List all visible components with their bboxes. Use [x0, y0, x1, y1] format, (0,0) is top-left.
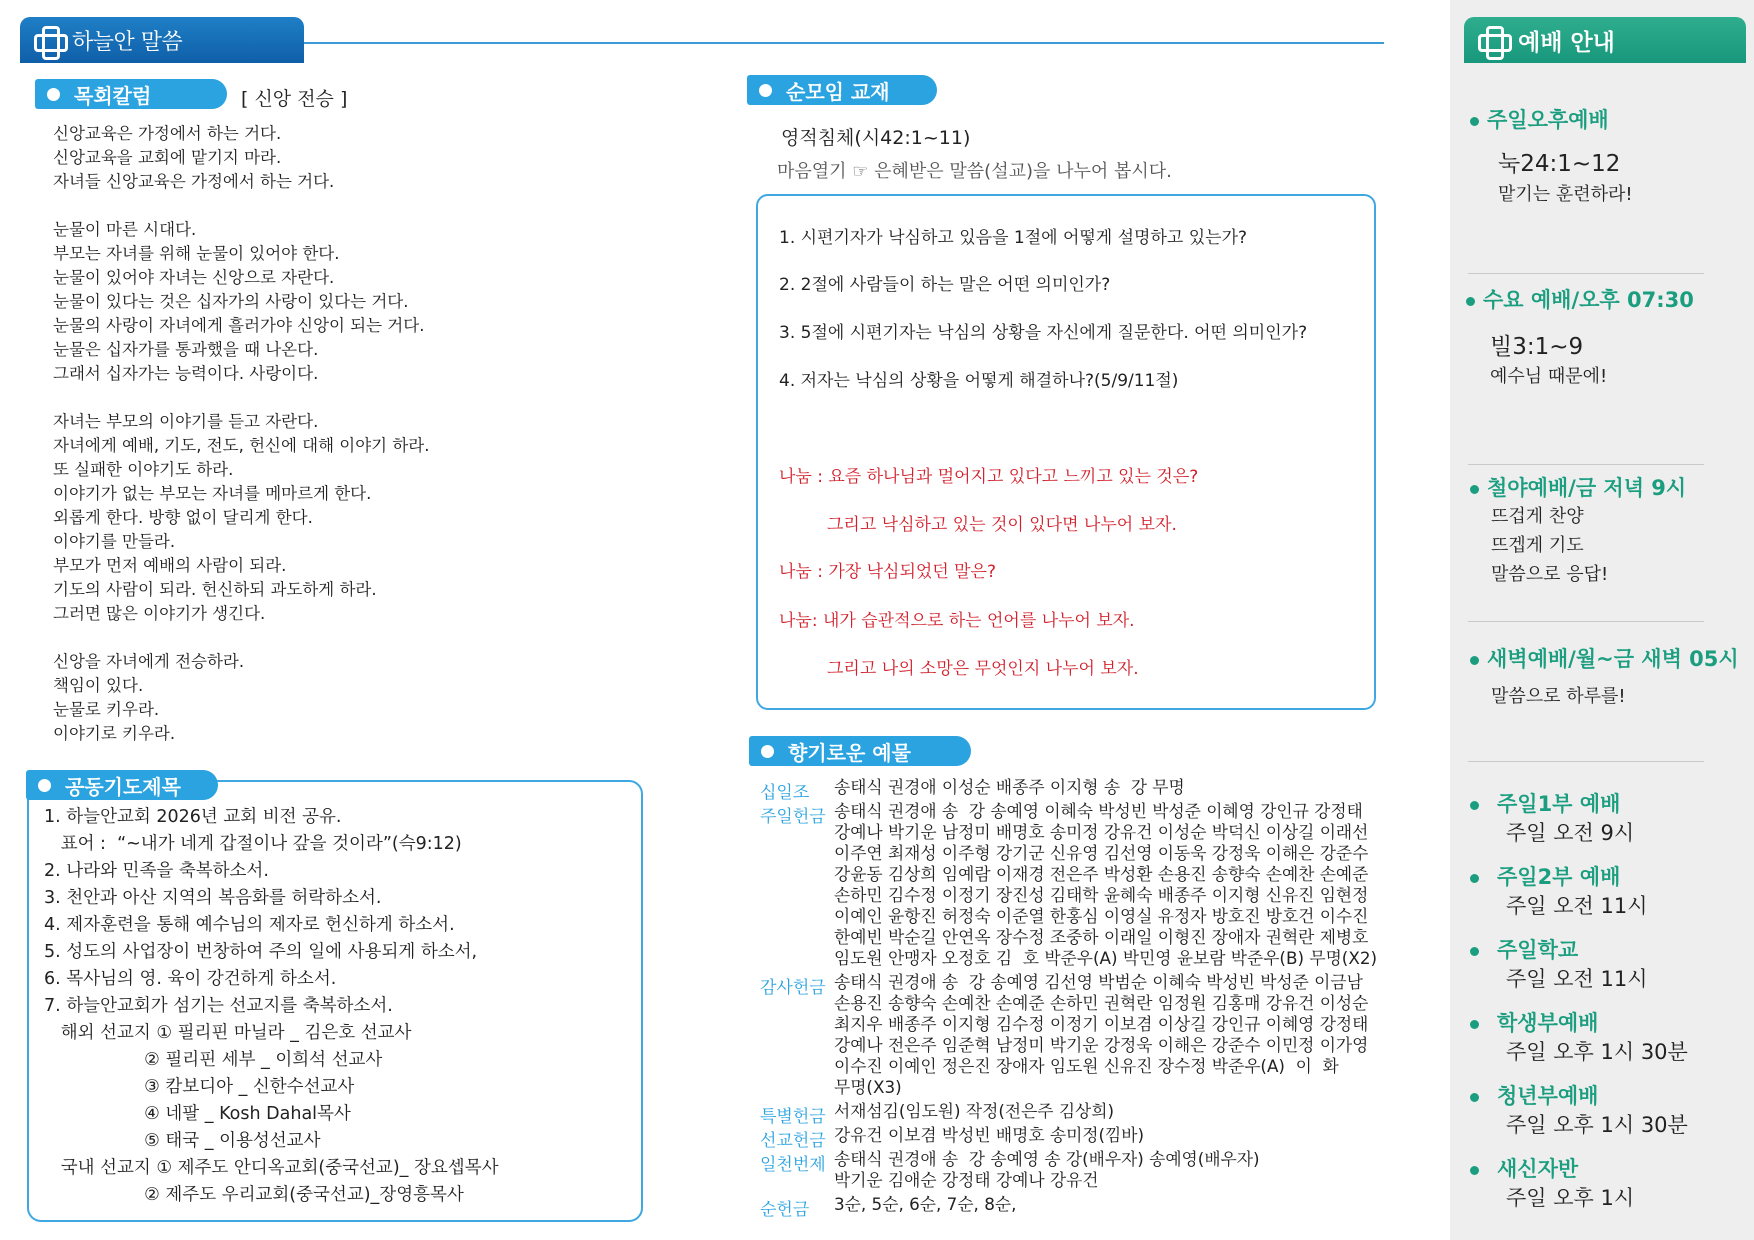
bullet-icon	[1470, 947, 1479, 956]
bullet-icon	[1470, 1093, 1479, 1102]
cross-icon	[1478, 26, 1506, 54]
offering-line: 무명(X3)	[834, 1077, 902, 1097]
offering-line: 최지우 배종주 이지형 김수정 이정기 이보겸 이상길 강인규 이혜영 강정태	[834, 1014, 1369, 1034]
column-line: 눈물의 사랑이 자녀에게 흘러가야 신앙이 되는 거다.	[53, 316, 425, 335]
offering-names	[834, 777, 1185, 798]
study-pill: 순모임 교재	[747, 75, 937, 105]
section-tab-worship	[1464, 17, 1746, 63]
divider	[1468, 273, 1704, 274]
bullet-icon	[1470, 656, 1479, 665]
schedule-title: 새신자반	[1470, 1153, 1578, 1183]
prayer-item: ⑤ 태국 _ 이용성선교사	[44, 1131, 321, 1151]
offering-line: 이수진 이예인 정은진 장애자 임도원 신유진 장수정 박준우(A) 이 화	[834, 1056, 1339, 1076]
worship-dawn-title: 새벽예배/월~금 새벽 05시	[1470, 643, 1739, 673]
offering-label: 일천번제	[760, 1155, 826, 1175]
column-line: 눈물이 있다는 것은 십자가의 사랑이 있다는 거다.	[53, 292, 409, 311]
offering-line: 강유건 이보겸 박성빈 배명호 송미정(낌바)	[834, 1125, 1145, 1145]
column-line: 자녀에게 예배, 기도, 전도, 헌신에 대해 이야기 하라.	[53, 436, 430, 455]
offering-line: 3순, 5순, 6순, 7순, 8순,	[834, 1194, 1017, 1214]
offering-line: 이주연 최재성 이주형 강기군 신유영 김선영 이동욱 강정욱 이해은 강준수	[834, 843, 1369, 863]
offering-label: 주일헌금	[760, 807, 826, 827]
bullet-icon	[1470, 117, 1479, 126]
prayer-item: 6. 목사님의 영. 육이 강건하게 하소서.	[44, 969, 337, 989]
offering-label: 십일조	[760, 783, 810, 803]
offering-line: 강예나 전은주 임준혁 남정미 박기운 강정욱 이해은 강준수 이민정 이가영	[834, 1035, 1369, 1055]
offering-label: 선교헌금	[760, 1131, 826, 1151]
offering-line: 송태식 권경애 이성순 배종주 이지형 송 강 무명	[834, 777, 1185, 797]
prayer-list	[44, 804, 499, 1209]
study-question: 1. 시편기자가 낙심하고 있음을 1절에 어떻게 설명하고 있는가?	[779, 228, 1248, 248]
column-line: 자녀는 부모의 이야기를 듣고 자란다.	[53, 412, 319, 431]
column-line: 그러면 많은 이야기가 생긴다.	[53, 604, 266, 623]
prayer-item: 3. 천안과 아산 지역의 복음화를 허락하소서.	[44, 888, 382, 908]
offering-label: 순헌금	[760, 1200, 810, 1220]
blank-line	[53, 386, 429, 410]
worship-wednesday-text: 예수님 때문에!	[1490, 366, 1608, 387]
prayer-pill: 공동기도제목	[26, 770, 218, 800]
bullet-icon	[1470, 1020, 1479, 1029]
study-sharing: 나눔 : 가장 낙심되었던 말은?	[779, 562, 997, 582]
column-line: 부모가 먼저 예배의 사람이 되라.	[53, 556, 287, 575]
offering-line: 서재섬김(임도원) 작정(전은주 김상희)	[834, 1101, 1115, 1121]
offering-label: 특별헌금	[760, 1107, 826, 1127]
offering-line: 강예나 박기운 남정미 배명호 송미정 강유건 이성순 박덕신 이상길 이래선	[834, 822, 1369, 842]
offering-line: 임도원 안맹자 오정호 김 호 박준우(A) 박민영 윤보람 박준우(B) 무명(X2)	[834, 948, 1378, 968]
study-sharing: 나눔 : 요즘 하나님과 멀어지고 있다고 느끼고 있는 것은?	[779, 467, 1199, 487]
column-line: 그래서 십자가는 능력이다. 사랑이다.	[53, 364, 319, 383]
column-line: 신앙을 자녀에게 전승하라.	[53, 652, 245, 671]
bullet-icon	[1470, 1166, 1479, 1175]
divider	[1468, 761, 1704, 762]
offering-line: 송태식 권경애 송 강 송예영 이혜숙 박성빈 박성준 이혜영 강인규 강정태	[834, 801, 1363, 821]
study-intro: 마음열기 ☞ 은혜받은 말씀(설교)을 나누어 봅시다.	[777, 161, 1172, 182]
divider	[1468, 621, 1704, 622]
worship-wednesday-ref: 빌3:1~9	[1490, 334, 1584, 360]
prayer-item: ④ 네팔 _ Kosh Dahal목사	[44, 1104, 351, 1124]
worship-friday-line: 뜨겝게 기도	[1491, 535, 1584, 556]
prayer-item: ③ 캄보디아 _ 신한수선교사	[44, 1077, 355, 1097]
worship-friday-line: 말씀으로 응답!	[1491, 564, 1609, 585]
bullet-icon	[761, 745, 774, 758]
worship-sunday-pm-ref: 눅24:1~12	[1498, 151, 1621, 177]
column-line: 외롭게 한다. 방향 없이 달리게 한다.	[53, 508, 313, 527]
study-question: 3. 5절에 시편기자는 낙심의 상황을 자신에게 질문한다. 어떤 의미인가?	[779, 323, 1308, 343]
bullet-icon	[759, 84, 772, 97]
column-line: 눈물로 키우라.	[53, 700, 160, 719]
worship-wednesday-title: 수요 예배/오후 07:30	[1466, 284, 1694, 314]
offering-names	[834, 1101, 1114, 1122]
column-line: 눈물이 있어야 자녀는 신앙으로 자란다.	[53, 268, 335, 287]
column-line: 책임이 있다.	[53, 676, 144, 695]
worship-dawn-text: 말씀으로 하루를!	[1491, 686, 1626, 707]
column-line: 이야기가 없는 부모는 자녀를 메마르게 한다.	[53, 484, 372, 503]
offering-names	[834, 1125, 1144, 1146]
section-tab-sermon	[20, 17, 304, 63]
worship-friday-title: 철야예배/금 저녁 9시	[1470, 472, 1686, 502]
bullet-icon	[1470, 874, 1479, 883]
prayer-item: ② 필리핀 세부 _ 이희석 선교사	[44, 1050, 383, 1070]
study-sharing: 그리고 나의 소망은 무엇인지 나누어 보자.	[827, 659, 1139, 679]
offering-pill: 향기로운 예물	[749, 736, 971, 766]
offering-names	[834, 972, 1368, 1098]
study-sharing: 나눔: 내가 습관적으로 하는 언어를 나누어 보자.	[779, 611, 1135, 631]
column-subtitle: [ 신앙 전승 ]	[241, 88, 348, 110]
schedule-title: 학생부예배	[1470, 1007, 1598, 1037]
study-sharing: 그리고 낙심하고 있는 것이 있다면 나누어 보자.	[827, 515, 1177, 535]
column-line: 눈물은 십자가를 통과했을 때 나온다.	[53, 340, 319, 359]
bullet-icon	[38, 779, 51, 792]
column-line: 눈물이 마른 시대다.	[53, 220, 197, 239]
prayer-item: 해외 선교지 ① 필리핀 마닐라 _ 김은호 선교사	[44, 1023, 412, 1043]
prayer-item: 1. 하늘안교회 2026년 교회 비전 공유.	[44, 807, 342, 827]
divider	[1468, 464, 1704, 465]
section-title: 하늘안 말씀	[72, 29, 183, 55]
column-line: 자녀들 신앙교육은 가정에서 하는 거다.	[53, 172, 335, 191]
offering-line: 이예인 윤항진 허정숙 이준열 한홍심 이영실 유정자 방호진 방호건 이수진	[834, 906, 1369, 926]
blank-line	[53, 626, 429, 650]
offering-names	[834, 1194, 1016, 1215]
bullet-icon	[1470, 485, 1479, 494]
study-question: 2. 2절에 사람들이 하는 말은 어떤 의미인가?	[779, 275, 1111, 295]
column-pill: 목회칼럼	[35, 79, 227, 109]
study-question: 4. 저자는 낙심의 상황을 어떻게 해결하나?(5/9/11절)	[779, 371, 1179, 391]
column-line: 또 실패한 이야기도 하라.	[53, 460, 234, 479]
schedule-time: 주일 오후 1시 30분	[1506, 1113, 1688, 1137]
worship-friday-line: 뜨겁게 찬양	[1491, 506, 1584, 527]
prayer-item: ② 제주도 우리교회(중국선교)_장영흥목사	[44, 1185, 464, 1205]
column-body	[53, 122, 429, 746]
offering-line: 손하민 김수정 이정기 장진성 김태학 윤혜숙 배종주 이지형 신유진 임현정	[834, 885, 1369, 905]
worship-title: 예배 안내	[1518, 29, 1615, 56]
prayer-item: 7. 하늘안교회가 섬기는 선교지를 축복하소서.	[44, 996, 393, 1016]
schedule-title: 주일학교	[1470, 934, 1578, 964]
offering-line: 송태식 권경애 송 강 송예영 김선영 박범순 이혜숙 박성빈 박성준 이금남	[834, 972, 1363, 992]
column-line: 신앙교육을 교회에 맡기지 마라.	[53, 148, 282, 167]
column-line: 이야기로 키우라.	[53, 724, 176, 743]
offering-line: 박기운 김애순 강정태 강예나 강유건	[834, 1170, 1099, 1190]
schedule-title: 청년부예배	[1470, 1080, 1598, 1110]
offering-line: 손용진 송향숙 손예찬 손예준 손하민 권혁란 임정원 김홍매 강유건 이성순	[834, 993, 1369, 1013]
prayer-item: 표어 : “~내가 네게 갑절이나 갚을 것이라”(슥9:12)	[44, 834, 462, 854]
schedule-title: 주일2부 예배	[1470, 861, 1620, 891]
bullet-icon	[1470, 801, 1479, 810]
column-line: 부모는 자녀를 위해 눈물이 있어야 한다.	[53, 244, 340, 263]
prayer-item: 국내 선교지 ① 제주도 안디옥교회(중국선교)_ 장요셉목사	[44, 1158, 499, 1178]
column-line: 이야기를 만들라.	[53, 532, 176, 551]
schedule-time: 주일 오전 11시	[1506, 894, 1648, 918]
offering-names	[834, 801, 1377, 969]
schedule-time: 주일 오후 1시 30분	[1506, 1040, 1688, 1064]
study-title: 영적침체(시42:1~11)	[781, 127, 971, 149]
column-line: 기도의 사람이 되라. 헌신하되 과도하게 하라.	[53, 580, 377, 599]
offering-line: 송태식 권경애 송 강 송예영 송 강(배우자) 송예영(배우자)	[834, 1149, 1260, 1169]
offering-line: 한예빈 박순길 안연옥 장수정 조중하 이래일 이형진 장애자 권혁란 제병호	[834, 927, 1369, 947]
bullet-icon	[1466, 297, 1475, 306]
header-divider	[304, 42, 1384, 44]
offering-label: 감사헌금	[760, 978, 826, 998]
offering-line: 강윤동 김상희 임예람 이재경 전은주 박성환 손용진 송향숙 손예찬 손예준	[834, 864, 1369, 884]
cross-icon	[34, 26, 62, 54]
worship-sunday-pm-text: 맡기는 훈련하라!	[1498, 184, 1633, 205]
blank-line	[53, 194, 429, 218]
schedule-title: 주일1부 예배	[1470, 788, 1620, 818]
prayer-item: 2. 나라와 민족을 축복하소서.	[44, 861, 269, 881]
schedule-time: 주일 오전 11시	[1506, 967, 1648, 991]
worship-sunday-pm-title: 주일오후예배	[1470, 104, 1609, 134]
prayer-item: 5. 성도의 사업장이 번창하여 주의 일에 사용되게 하소서,	[44, 942, 478, 962]
column-line: 신앙교육은 가정에서 하는 거다.	[53, 124, 282, 143]
offering-names	[834, 1149, 1260, 1191]
schedule-time: 주일 오전 9시	[1506, 821, 1635, 845]
bullet-icon	[47, 88, 60, 101]
prayer-item: 4. 제자훈련을 통해 예수님의 제자로 헌신하게 하소서.	[44, 915, 455, 935]
schedule-time: 주일 오후 1시	[1506, 1186, 1635, 1210]
